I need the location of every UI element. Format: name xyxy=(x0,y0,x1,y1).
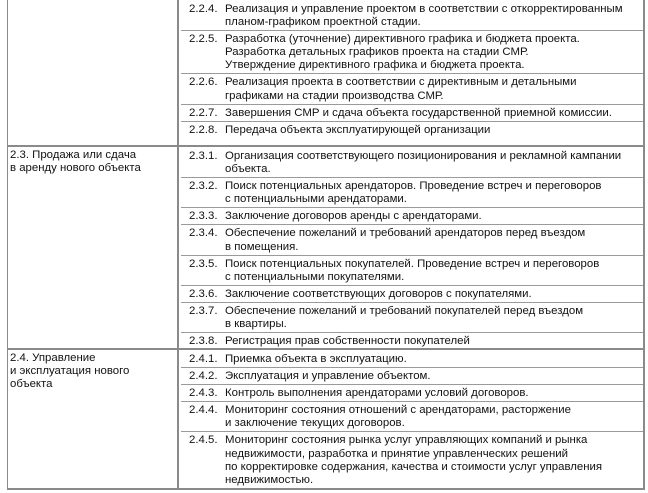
task-item xyxy=(181,124,643,138)
task-text: Обеспечение пожеланий и требований покупателей перед въездом в квартиры. xyxy=(225,304,584,331)
task-item xyxy=(181,76,643,104)
task-item xyxy=(181,404,643,432)
stage-task-table xyxy=(7,0,645,490)
stage-cell xyxy=(8,0,179,145)
stage-title: 2.4. Управление и эксплуатация нового объекта xyxy=(10,352,130,391)
tasks-cell xyxy=(181,350,643,488)
task-number: 2.4.4. xyxy=(189,404,218,417)
task-text: Организация соответствующего позиционирования и рекламной кампании объекта. xyxy=(225,150,622,176)
task-item xyxy=(181,335,643,349)
task-number: 2.4.1. xyxy=(189,353,218,365)
task-number: 2.3.3. xyxy=(189,210,218,223)
task-item xyxy=(181,33,643,74)
section-2-4 xyxy=(8,350,643,488)
task-text: Эксплуатация и управление объектом. xyxy=(225,370,431,383)
task-text: Заключение соответствующих договоров с покупателями. xyxy=(225,287,532,300)
task-text: Контроль выполнения арендаторами условий договоров. xyxy=(225,387,529,400)
tasks-cell xyxy=(181,147,643,348)
task-text: Приемка объекта в эксплуатацию. xyxy=(225,353,407,365)
task-number: 2.3.6. xyxy=(189,287,218,300)
task-number: 2.4.3. xyxy=(189,387,218,400)
task-text: Реализация проекта в соответствии с директивным и детальными графиками на стадии производства СМР. xyxy=(225,76,577,102)
task-number: 2.4.5. xyxy=(189,434,218,447)
task-text: Реализация и управление проектом в соответствии с откорректированным планом-графиком проектной стадии. xyxy=(225,3,623,29)
task-item xyxy=(181,353,643,368)
task-number: 2.4.2. xyxy=(189,370,218,383)
task-item xyxy=(181,3,643,31)
task-item xyxy=(181,107,643,122)
task-text: Поиск потенциальных арендаторов. Проведение встреч и переговоров с потенциальными арендаторами. xyxy=(225,180,602,206)
task-text: Разработка (уточнение) директивного графика и бюджета проекта. Разработка детальных графиков проекта на стадии СМР. Утверждение директивного графика и бюджета проекта. xyxy=(225,33,580,72)
task-text: Поиск потенциальных покупателей. Проведение встреч и переговоров с потенциальными покупателями. xyxy=(225,257,600,283)
task-number: 2.3.4. xyxy=(189,227,218,240)
task-text: Заключение договоров аренды с арендаторами. xyxy=(225,210,482,223)
task-number: 2.2.5. xyxy=(189,33,218,46)
task-item xyxy=(181,150,643,178)
task-number: 2.2.6. xyxy=(189,76,218,89)
stage-title: 2.3. Продажа или сдача в аренду нового объекта xyxy=(10,149,141,175)
section-2-2-continued xyxy=(8,0,643,147)
task-text: Передача объекта эксплуатирующей организации xyxy=(225,123,491,136)
task-number: 2.3.8. xyxy=(189,335,218,348)
task-item xyxy=(181,210,643,225)
task-item xyxy=(181,258,643,286)
task-number: 2.2.4. xyxy=(189,3,218,15)
stage-cell xyxy=(8,350,179,488)
task-item xyxy=(181,387,643,402)
task-item xyxy=(181,305,643,333)
task-item xyxy=(181,370,643,385)
tasks-cell xyxy=(181,0,643,145)
task-number: 2.2.8. xyxy=(189,123,218,136)
task-number: 2.3.1. xyxy=(189,150,218,162)
task-item xyxy=(181,227,643,255)
task-item xyxy=(181,288,643,303)
task-number: 2.2.7. xyxy=(189,106,218,119)
task-text: Завершения СМР и сдача объекта государственной приемной комиссии. xyxy=(225,106,612,119)
task-number: 2.3.2. xyxy=(189,180,218,193)
task-text: Регистрация прав собственности покупателей xyxy=(225,335,470,348)
section-2-3 xyxy=(8,147,643,350)
task-text: Мониторинг состояния отношений с арендаторами, расторжение и заключение текущих договоров. xyxy=(225,404,571,430)
task-number: 2.3.7. xyxy=(189,304,218,317)
task-text: Обеспечение пожеланий и требований арендаторов перед въездом в помещения. xyxy=(225,227,586,253)
task-number: 2.3.5. xyxy=(189,257,218,270)
task-text: Мониторинг состояния рынка услуг управляющих компаний и рынка недвижимости, разработка и принятие управленческих решений по корректировке содержания, качества и стоимости услуг управления недвижимостью. xyxy=(225,434,603,486)
task-item xyxy=(181,180,643,208)
stage-cell xyxy=(8,147,179,348)
task-item xyxy=(181,434,643,487)
